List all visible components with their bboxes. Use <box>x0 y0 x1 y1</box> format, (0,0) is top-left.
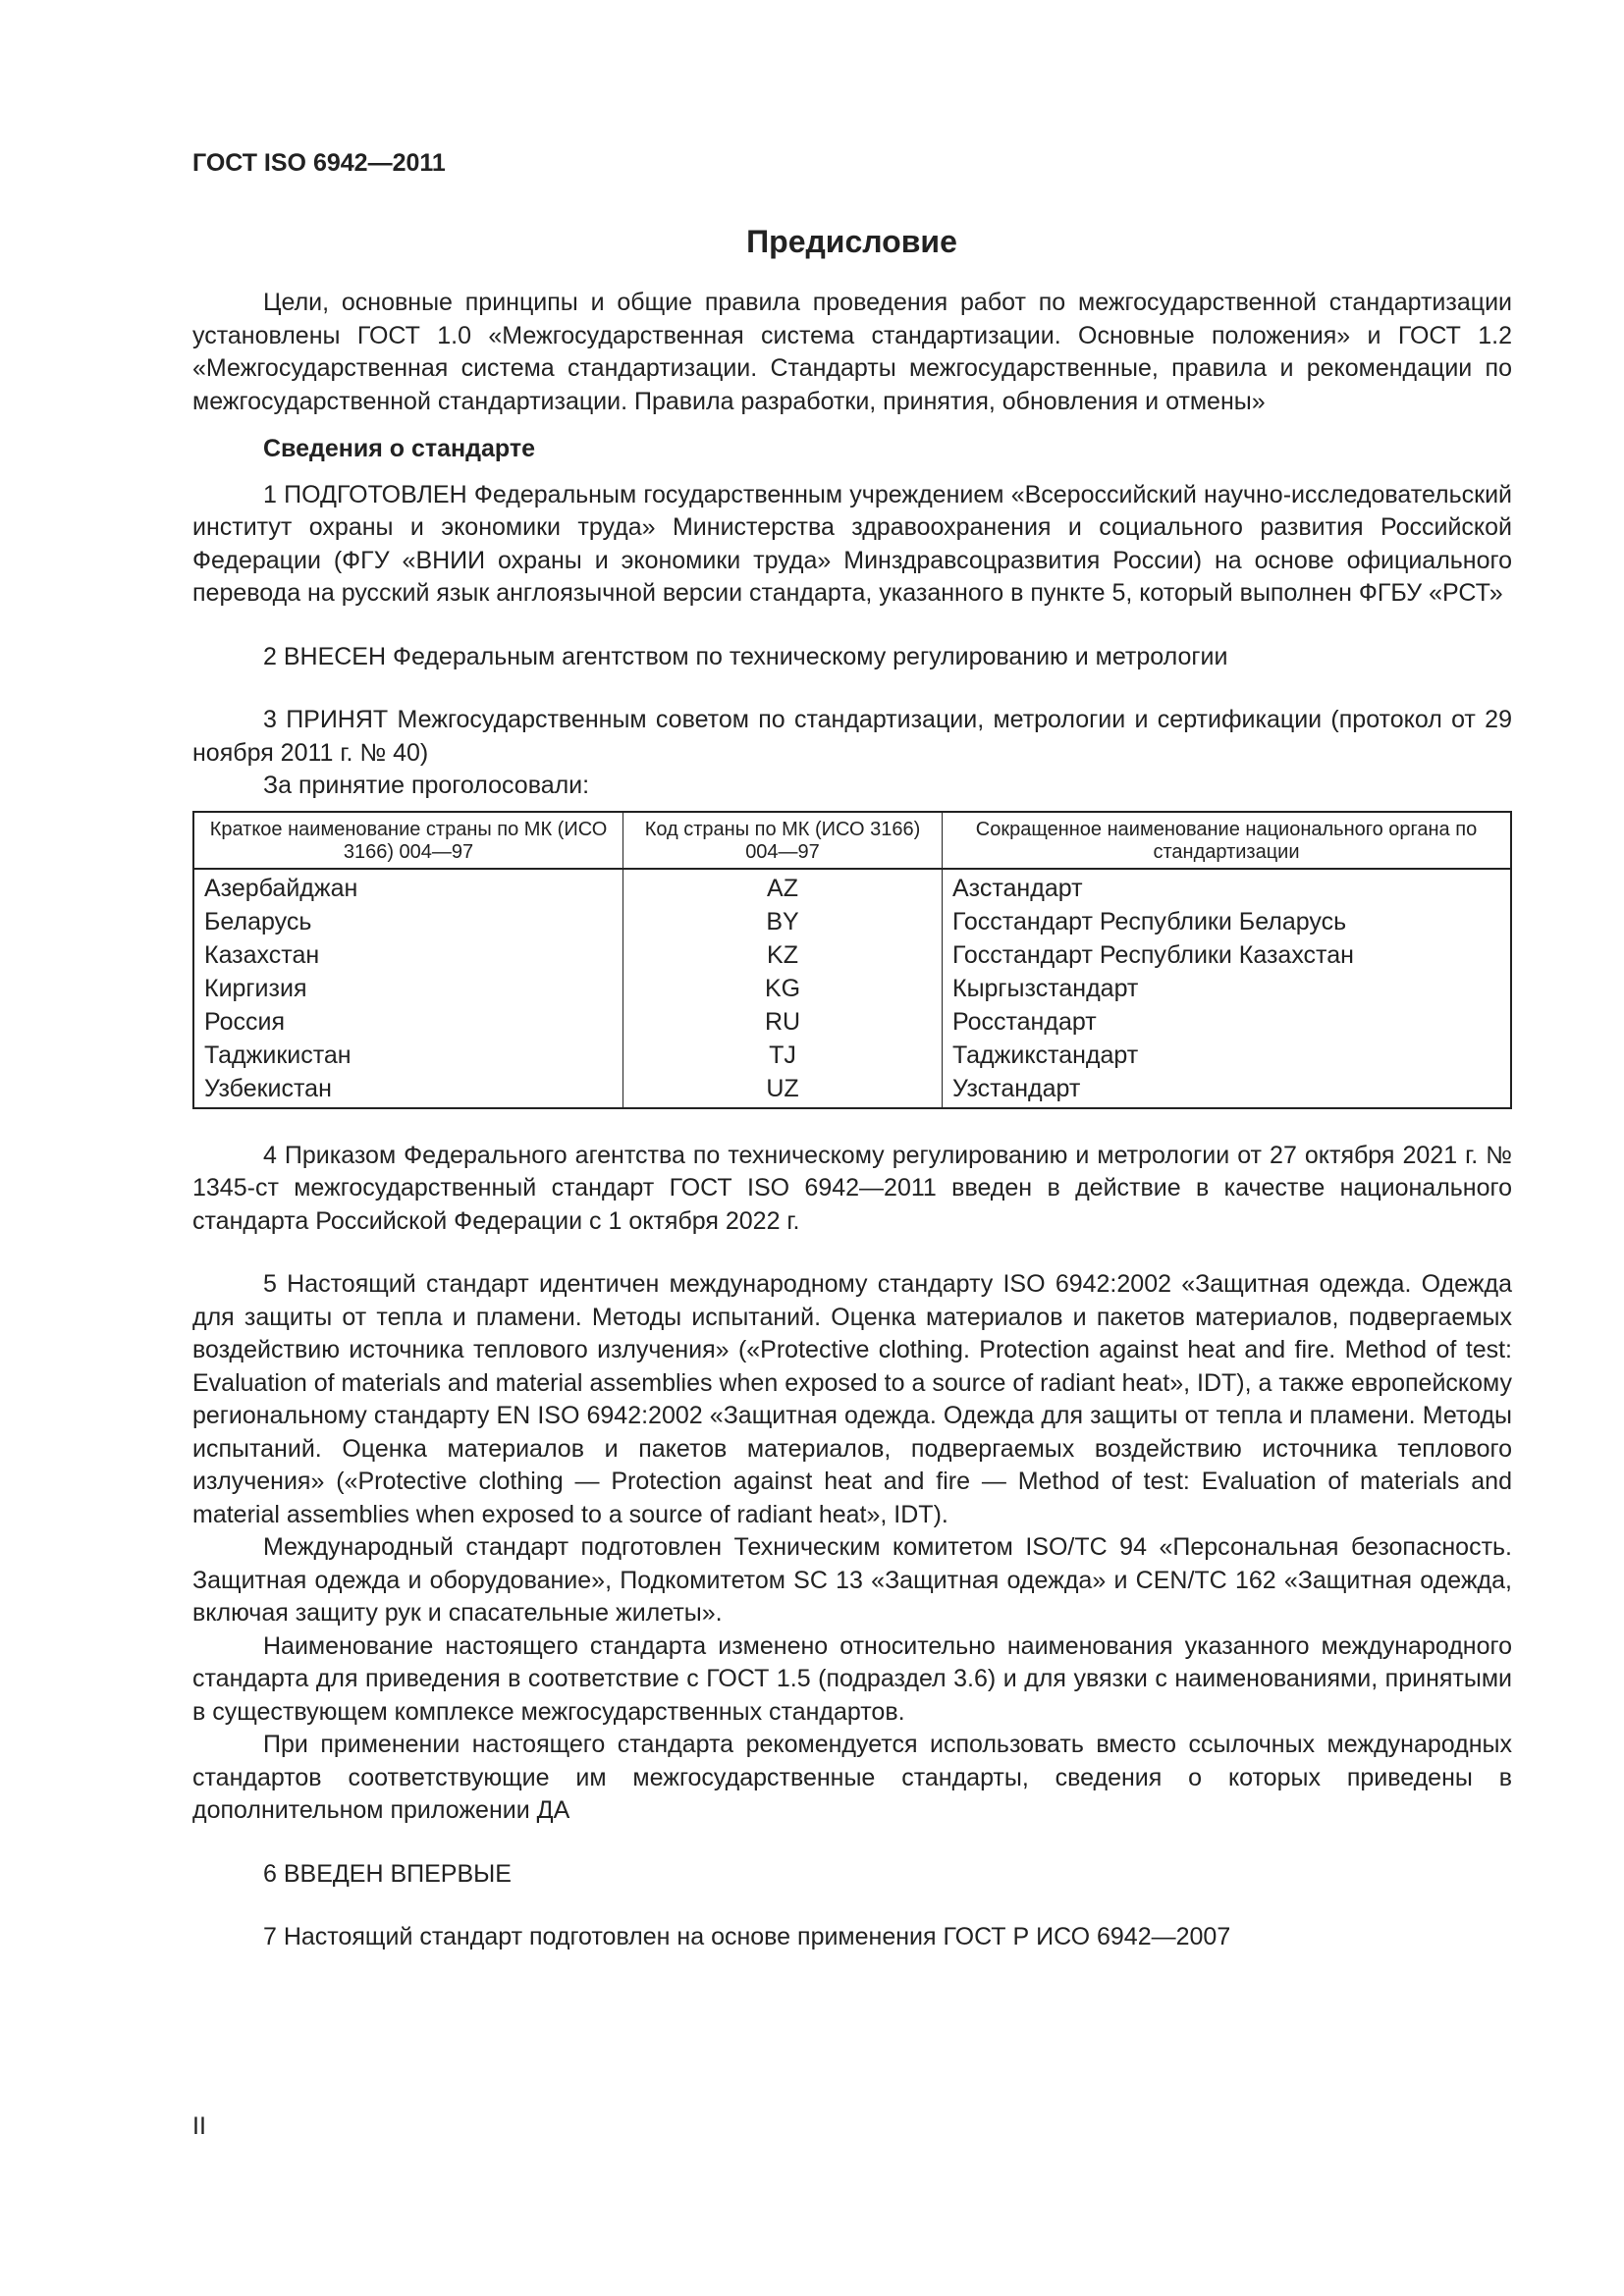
table-row <box>193 1005 1511 1039</box>
page-title: Предисловие <box>746 224 957 259</box>
country-name: Таджикистан <box>193 1039 623 1072</box>
table-row <box>193 1039 1511 1072</box>
authority-name: Госстандарт Республики Беларусь <box>952 907 1347 935</box>
authority-name: Кыргызстандарт <box>952 974 1139 1002</box>
country-code: TJ <box>623 1039 943 1072</box>
paragraph-3: 3 ПРИНЯТ Межгосударственным советом по стандартизации, метрологии и сертификации (протокол от 29 ноября 2011 г. № 40) <box>192 706 1512 767</box>
paragraph-2: 2 ВНЕСЕН Федеральным агентством по техническому регулированию и метрологии <box>263 642 1228 670</box>
country-name: Узбекистан <box>193 1072 623 1108</box>
country-code: AZ <box>623 869 943 905</box>
voting-table <box>192 811 1512 1109</box>
document-body <box>192 287 1512 1954</box>
column-header-country: Краткое наименование страны по МК (ИСО 3166) 004—97 <box>193 812 623 869</box>
table-row <box>193 1072 1511 1108</box>
voted-label: За принятие проголосовали: <box>263 772 590 799</box>
page-number: II <box>192 2112 206 2140</box>
table-row <box>193 869 1511 905</box>
column-header-authority: Сокращенное наименование национального органа по стандартизации <box>943 812 1512 869</box>
country-name: Россия <box>193 1005 623 1039</box>
paragraph-4: 4 Приказом Федерального агентства по техническому регулированию и метрологии от 27 октября 2021 г. № 1345-ст межгосударственный стандарт ГОСТ ISO 6942—2011 введен в действие в качестве национального стандарта Российской Федерации с 1 октября 2022 г. <box>192 1141 1512 1235</box>
country-name: Киргизия <box>193 972 623 1005</box>
table-row <box>193 972 1511 1005</box>
section-subheading: Сведения о стандарте <box>263 435 536 462</box>
intro-paragraph: Цели, основные принципы и общие правила проведения работ по межгосударственной стандартизации установлены ГОСТ 1.0 «Межгосударственная система стандартизации. Основные положения» и ГОСТ 1.2 «Межгосударственная система стандартизации. Стандарты межгосударственные, правила и рекомендации по межгосударственной стандартизации. Правила разработки, принятия, обновления и отмены» <box>192 289 1512 415</box>
authority-name: Госстандарт Республики Казахстан <box>952 940 1354 969</box>
country-code: KG <box>623 972 943 1005</box>
country-name: Азербайджан <box>193 869 623 905</box>
country-name: Беларусь <box>193 905 623 938</box>
paragraph-5a: Международный стандарт подготовлен Техническим комитетом ISO/TC 94 «Персональная безопасность. Защитная одежда и оборудование», Подкомитетом SC 13 «Защитная одежда» и CEN/TC 162 «Защитная одежда, включая защиту рук и спасательные жилеты». <box>192 1533 1512 1627</box>
country-code: KZ <box>623 938 943 972</box>
authority-name: Азстандарт <box>952 874 1083 902</box>
paragraph-5c: При применении настоящего стандарта рекомендуется использовать вместо ссылочных международных стандартов соответствующие им межгосударственные стандарты, сведения о которых приведены в дополнительном приложении ДА <box>192 1731 1512 1824</box>
document-header: ГОСТ ISO 6942—2011 <box>192 149 446 177</box>
paragraph-5b: Наименование настоящего стандарта изменено относительно наименования указанного международного стандарта для приведения в соответствие с ГОСТ 1.5 (подраздел 3.6) и для увязки с наименованиями, принятыми в существующем комплексе межгосударственных стандартов. <box>192 1631 1512 1726</box>
paragraph-1: 1 ПОДГОТОВЛЕН Федеральным государственным учреждением «Всероссийский научно-исследовательский институт охраны и экономики труда» Министерства здравоохранения и социального развития Российской Федерации (ФГУ «ВНИИ охраны и экономики труда» Минздравсоцразвития России) на основе официального перевода на русский язык англоязычной версии стандарта, указанного в пункте 5, который выполнен ФГБУ «РСТ» <box>192 480 1512 607</box>
authority-name: Таджикстандарт <box>952 1041 1139 1069</box>
authority-name: Росстандарт <box>952 1007 1097 1036</box>
authority-name: Узстандарт <box>952 1074 1081 1102</box>
country-code: UZ <box>623 1072 943 1108</box>
table-row <box>193 938 1511 972</box>
country-name: Казахстан <box>193 938 623 972</box>
column-header-code: Код страны по МК (ИСО 3166) 004—97 <box>623 812 943 869</box>
country-code: BY <box>623 905 943 938</box>
country-code: RU <box>623 1005 943 1039</box>
table-row <box>193 905 1511 938</box>
table-header-row <box>193 812 1511 869</box>
paragraph-5: 5 Настоящий стандарт идентичен международному стандарту ISO 6942:2002 «Защитная одежда. Одежда для защиты от тепла и пламени. Методы испытаний. Оценка материалов и пакетов материалов, подвергаемых воздействию источника теплового излучения» («Protective clothing. Protection against heat and fire. Method of test: Evaluation of materials and material assemblies when exposed to a source of radiant heat», IDT), а также европейскому региональному стандарту EN ISO 6942:2002 «Защитная одежда. Одежда для защиты от тепла и пламени. Методы испытаний. Оценка материалов и пакетов материалов, подвергаемых воздействию источника теплового излучения» («Protective clothing — Protection against heat and fire — Method of test: Evaluation of materials and material assemblies when exposed to a source of radiant heat», IDT). <box>192 1270 1512 1528</box>
paragraph-7: 7 Настоящий стандарт подготовлен на основе применения ГОСТ Р ИСО 6942—2007 <box>263 1923 1231 1950</box>
paragraph-6: 6 ВВЕДЕН ВПЕРВЫЕ <box>263 1859 512 1888</box>
